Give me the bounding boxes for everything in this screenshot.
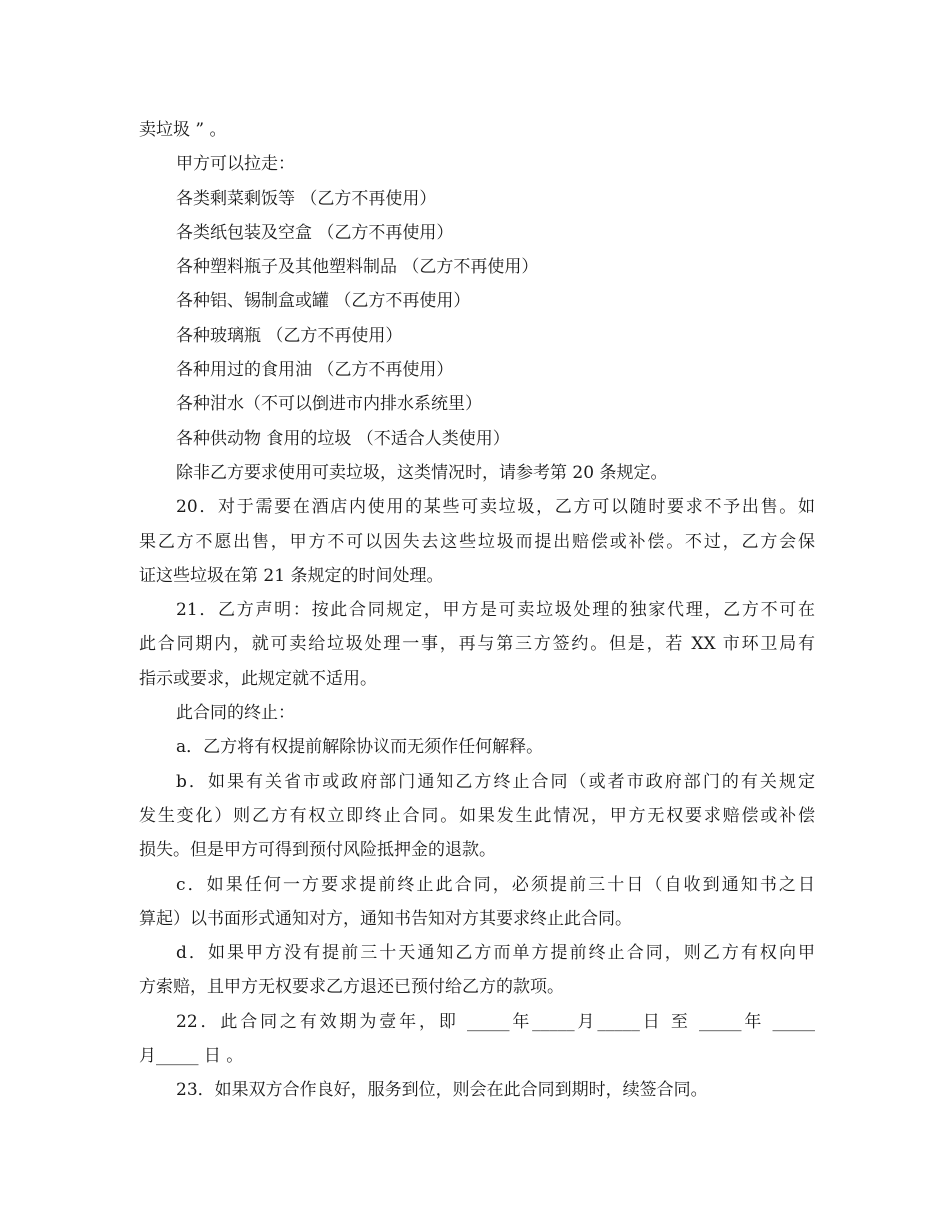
- document-line: 甲方可以拉走：: [176, 154, 295, 175]
- document-line: 此合同期内，就可卖给垃圾处理一事，再与第三方签约。但是，若 XX 市环卫局有: [139, 634, 815, 655]
- document-line: 月_____ 日 。: [139, 1046, 244, 1067]
- document-body: [139, 113, 815, 1108]
- document-line: 除非乙方要求使用可卖垃圾，这类情况时，请参考第 20 条规定。: [176, 462, 668, 483]
- document-line: 算起）以书面形式通知对方，通知书告知对方其要求终止此合同。: [139, 908, 632, 929]
- document-line: 各种泔水（不可以倒进市内排水系统里）: [176, 394, 482, 415]
- document-line: 损失。但是甲方可得到预付风险抵押金的退款。: [139, 840, 496, 861]
- document-line: 各种铝、锡制盒或罐 （乙方不再使用）: [176, 291, 471, 312]
- document-line: 21．乙方声明：按此合同规定，甲方是可卖垃圾处理的独家代理，乙方不可在: [176, 600, 815, 621]
- document-line: 各类剩菜剩饭等 （乙方不再使用）: [176, 188, 437, 209]
- document-line: 各种玻璃瓶 （乙方不再使用）: [176, 325, 403, 346]
- document-line: 此合同的终止：: [176, 703, 295, 724]
- document-line: 发生变化）则乙方有权立即终止合同。如果发生此情况，甲方无权要求赔偿或补偿: [139, 805, 815, 826]
- document-line: 方索赔，且甲方无权要求乙方退还已预付给乙方的款项。: [139, 977, 564, 998]
- document-line: a．乙方将有权提前解除协议而无须作任何解释。: [176, 737, 544, 758]
- document-line: 证这些垃圾在第 21 条规定的时间处理。: [139, 565, 444, 586]
- document-line: d．如果甲方没有提前三十天通知乙方而单方提前终止合同，则乙方有权向甲: [176, 943, 815, 964]
- document-line: 22．此合同之有效期为壹年，即 _____年_____月_____日 至 _____年 _____: [176, 1011, 815, 1032]
- document-line: b．如果有关省市或政府部门通知乙方终止合同（或者市政府部门的有关规定: [176, 771, 815, 792]
- document-line: 各种塑料瓶子及其他塑料制品 （乙方不再使用）: [176, 257, 539, 278]
- document-line: 20．对于需要在酒店内使用的某些可卖垃圾，乙方可以随时要求不予出售。如: [176, 497, 815, 518]
- document-line: 果乙方不愿出售，甲方不可以因失去这些垃圾而提出赔偿或补偿。不过，乙方会保: [139, 531, 815, 552]
- document-line: 卖垃圾 ” 。: [139, 120, 227, 140]
- document-line: 指示或要求，此规定就不适用。: [139, 668, 377, 689]
- document-line: 各种用过的食用油 （乙方不再使用）: [176, 360, 454, 381]
- document-line: 各种供动物 食用的垃圾 （不适合人类使用）: [176, 428, 510, 449]
- document-line: c．如果任何一方要求提前终止此合同，必须提前三十日（自收到通知书之日: [176, 874, 815, 895]
- document-line: 23．如果双方合作良好，服务到位，则会在此合同到期时，续签合同。: [176, 1080, 708, 1101]
- document-line: 各类纸包装及空盒 （乙方不再使用）: [176, 222, 454, 243]
